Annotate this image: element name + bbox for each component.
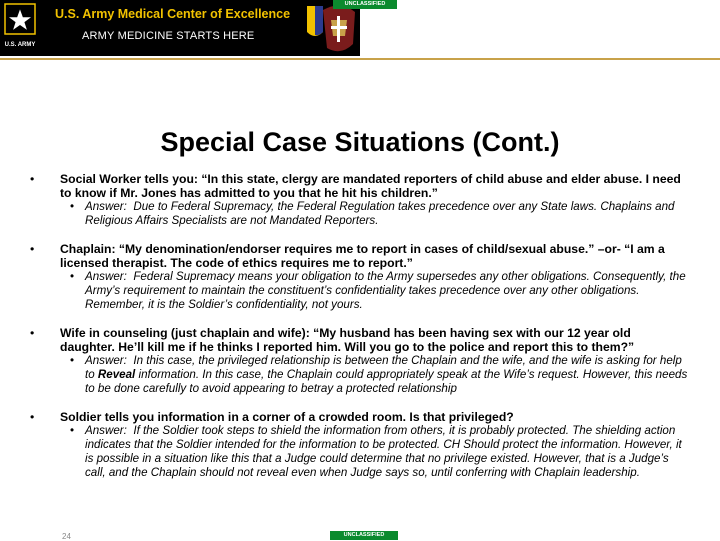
answer-body: If the Soldier took steps to shield the information from others, it is probably protected. The shielding action indicates that the Soldier intended for the information to be protected. CH Should protect the information. However, it is possible in a situation like this that a Judge could determine that no privilege existed. However, that is a Judge’s call, and the Chaplain should not reveal even when Judge says so, until conferring with Chaplain leadership. [85, 424, 682, 479]
answer-bold: Reveal [97, 368, 136, 381]
header-divider [0, 58, 720, 60]
answer-body: Due to Federal Supremacy, the Federal Regulation takes precedence over any State laws. Chaplains and Religious Affairs Specialists are not Mandated Reporters. [85, 200, 675, 227]
header-title: U.S. Army Medical Center of Excellence [55, 7, 291, 21]
bullet-icon: • [70, 424, 75, 437]
bullet-icon: • [30, 172, 35, 186]
header [0, 0, 720, 60]
header-subtitle: ARMY MEDICINE STARTS HERE [82, 30, 255, 42]
army-star-logo [3, 2, 37, 50]
bullet-icon: • [70, 354, 75, 367]
question-text: Chaplain: “My denomination/endorser requires me to report in cases of child/sexual abuse.” –or- “I am a licensed therapist. The code of ethics requires me to report.” [60, 242, 665, 270]
answer-text [85, 424, 688, 480]
bullet-icon: • [70, 270, 75, 283]
bullet-icon: • [70, 200, 75, 213]
answer-label: Answer: [85, 354, 127, 367]
list-item [28, 410, 688, 480]
slide-content [28, 172, 688, 480]
list-item [28, 172, 688, 228]
classification-banner-top: UNCLASSIFIED [333, 0, 397, 9]
page-number: 24 [62, 532, 71, 541]
slide-title: Special Case Situations (Cont.) [160, 127, 560, 157]
logo-text: U.S. ARMY [4, 42, 36, 48]
answer-body: Federal Supremacy means your obligation to the Army supersedes any other obligations. Consequently, the Army’s requirement to maintain the constituent’s confidentiality takes precedence over any other obligations. Remember, it is the Soldier’s confidentiality, not yours. [85, 270, 686, 311]
question-text: Social Worker tells you: “In this state, clergy are mandated reporters of child abuse and elder abuse. I need to know if Mr. Jones has admitted to you that he hit his children.” [60, 172, 681, 200]
list-item [28, 326, 688, 396]
answer-label: Answer: [85, 200, 127, 213]
bullet-icon: • [30, 326, 35, 340]
answer-text [85, 200, 688, 228]
answer-label: Answer: [85, 270, 127, 283]
header-bar [0, 0, 360, 56]
answer-text [85, 354, 688, 396]
answer-body-pre: In this case, the privileged relationship is between the Chaplain and the wife, and the wife is asking for help to [85, 354, 682, 381]
medical-crest-icon [301, 2, 359, 56]
question-text: Wife in counseling (just chaplain and wife): “My husband has been having sex with our 12 year old daughter. He’ll kill me if he thinks I reported him. Will you go to the police and report this to them?” [60, 326, 635, 354]
answer-label: Answer: [85, 424, 127, 437]
list-item [28, 242, 688, 312]
bullet-icon: • [30, 410, 35, 424]
classification-banner-bottom: UNCLASSIFIED [330, 531, 398, 540]
bullet-icon: • [30, 242, 35, 256]
question-text: Soldier tells you information in a corner of a crowded room. Is that privileged? [60, 410, 514, 424]
answer-body-post: information. In this case, the Chaplain could appropriately speak at the Wife’s request. However, this needs to be done carefully to avoid appearing to betray a protected relationship [85, 368, 688, 395]
answer-text [85, 270, 688, 312]
